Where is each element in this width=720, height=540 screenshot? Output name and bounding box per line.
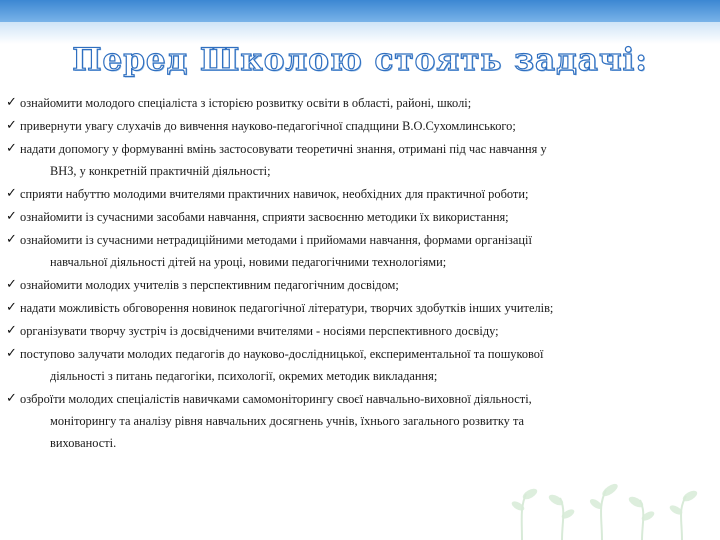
task-text: ознайомити молодих учителів з перспективним педагогічним досвідом; xyxy=(20,278,399,292)
task-item xyxy=(6,229,700,273)
header-band xyxy=(0,0,720,22)
task-text-continued: вихованості. xyxy=(50,436,117,450)
task-list xyxy=(6,92,700,455)
task-text: озброїти молодих спеціалістів навичками самомоніторингу своєї навчально-виховної діяльності, xyxy=(20,392,532,406)
task-item xyxy=(6,206,700,228)
slide-title: Перед Школою стоять задачі: xyxy=(72,42,648,78)
task-text: сприяти набуттю молодими вчителями практичних навичок, необхідних для практичної роботи; xyxy=(20,187,529,201)
task-text: надати допомогу у формуванні вмінь застосовувати теоретичні знання, отримані під час навчання у xyxy=(20,142,547,156)
header-fade xyxy=(0,22,720,44)
task-item xyxy=(6,115,700,137)
task-text-continued: діяльності з питань педагогіки, психології, окремих методик викладання; xyxy=(50,369,438,383)
check-icon: ✓ xyxy=(6,209,17,224)
task-item xyxy=(6,297,700,319)
task-text: ознайомити молодого спеціаліста з історією розвитку освіти в області, районі, школі; xyxy=(20,96,472,110)
task-text: надати можливість обговорення новинок педагогічної літератури, творчих здобутків інших учителів; xyxy=(20,301,554,315)
task-item xyxy=(6,343,700,387)
check-icon: ✓ xyxy=(6,300,17,315)
task-item xyxy=(6,92,700,114)
task-item xyxy=(6,138,700,182)
task-text-continued: моніторингу та аналізу рівня навчальних досягнень учнів, їхнього загального розвитку та xyxy=(50,414,525,428)
task-item xyxy=(6,183,700,205)
check-icon: ✓ xyxy=(6,186,17,201)
check-icon: ✓ xyxy=(6,391,17,406)
check-icon: ✓ xyxy=(6,232,17,247)
task-item xyxy=(6,388,700,454)
task-text: привернути увагу слухачів до вивчення науково-педагогічної спадщини В.О.Сухомлинського; xyxy=(20,119,516,133)
task-text-continued: ВНЗ, у конкретній практичній діяльності; xyxy=(50,164,271,178)
task-item xyxy=(6,320,700,342)
task-text: поступово залучати молодих педагогів до науково-дослідницької, експериментальної та пошукової xyxy=(20,347,544,361)
sprouts-decoration xyxy=(492,470,712,540)
check-icon: ✓ xyxy=(6,346,17,361)
task-text: ознайомити із сучасними засобами навчання, сприяти засвоєнню методики їх використання; xyxy=(20,210,509,224)
check-icon: ✓ xyxy=(6,141,17,156)
task-text: ознайомити із сучасними нетрадиційними методами і прийомами навчання, формами організації xyxy=(20,233,532,247)
check-icon: ✓ xyxy=(6,277,17,292)
task-text: організувати творчу зустріч із досвідченими вчителями - носіями перспективного досвіду; xyxy=(20,324,499,338)
check-icon: ✓ xyxy=(6,95,17,110)
task-text-continued: навчальної діяльності дітей на уроці, новими педагогічними технологіями; xyxy=(50,255,447,269)
check-icon: ✓ xyxy=(6,118,17,133)
check-icon: ✓ xyxy=(6,323,17,338)
task-item xyxy=(6,274,700,296)
